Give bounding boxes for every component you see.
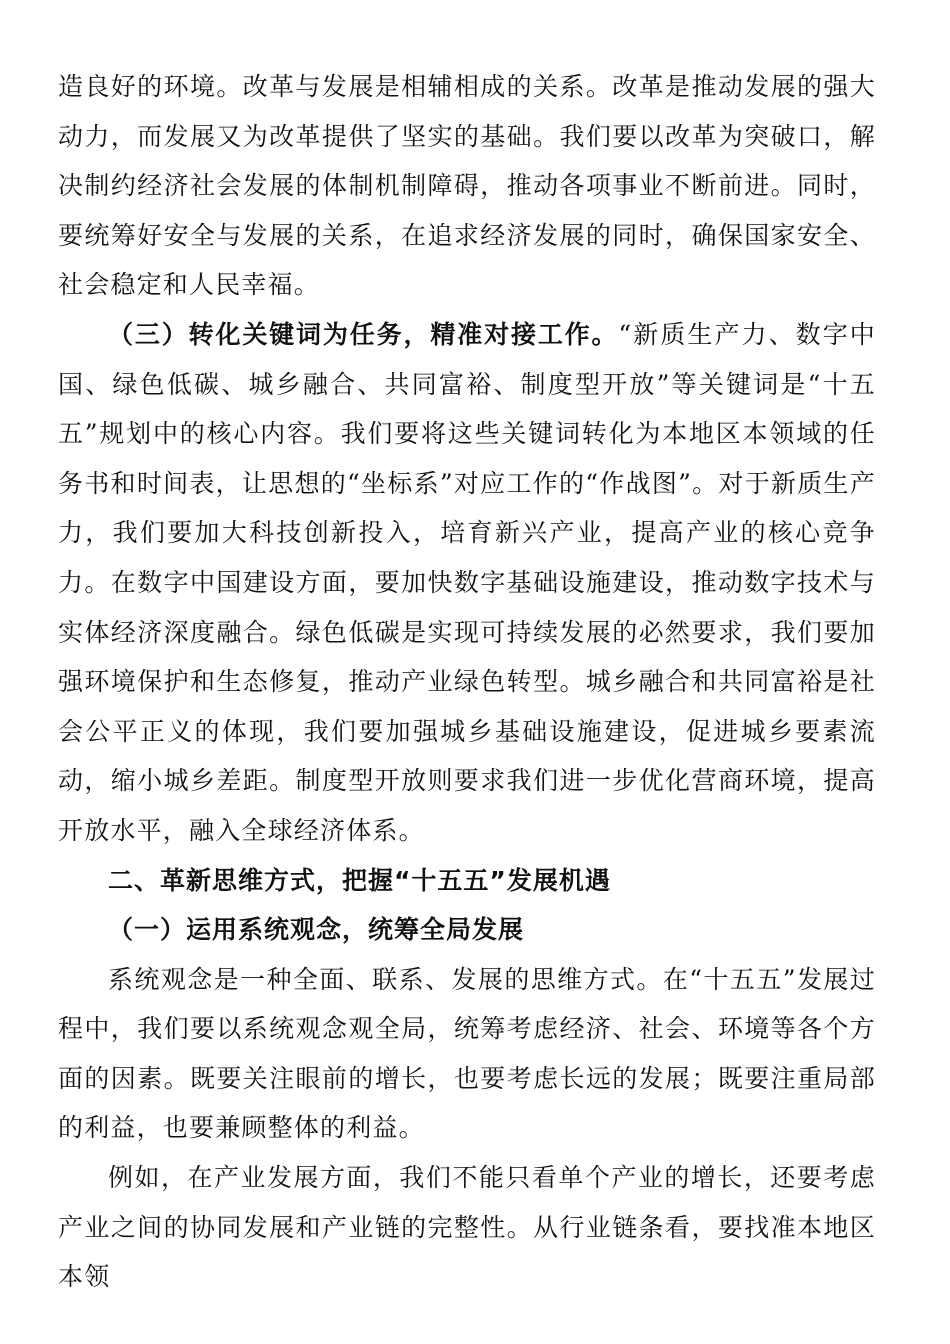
section-three-lead: （三）转化关键词为任务，精准对接工作。 [108,319,619,349]
subheading-one: （一）运用系统观念，统筹全局发展 [108,915,525,945]
document-page [58,62,876,1302]
section-three-body: “新质生产力、数字中国、绿色低碳、城乡融合、共同富裕、制度型开放”等关键词是“十五五”规划中的核心内容。我们要将这些关键词转化为本地区本领域的任务书和时间表，让思想的“坐标系”对应工作的“作战图”。对于新质生产力，我们要加大科技创新投入，培育新兴产业，提高产业的核心竞争力。在数字中国建设方面，要加快数字基础设施建设，推动数字技术与实体经济深度融合。绿色低碳是实现可持续发展的必然要求，我们要加强环境保护和生态修复，推动产业绿色转型。城乡融合和共同富裕是社会公平正义的体现，我们要加强城乡基础设施建设，促进城乡要素流动，缩小城乡差距。制度型开放则要求我们进一步优化营商环境，提高开放水平，融入全球经济体系。 [58,319,876,845]
heading-level-one: 二、革新思维方式，把握“十五五”发展机遇 [108,865,611,895]
paragraph-continuation: 造良好的环境。改革与发展是相辅相成的关系。改革是推动发展的强大动力，而发展又为改革提供了坚实的基础。我们要以改革为突破口，解决制约经济社会发展的体制机制障碍，推动各项事业不断前进。同时，要统筹好安全与发展的关系，在追求经济发展的同时，确保国家安全、社会稳定和人民幸福。 [58,72,876,300]
paragraph-system-view: 系统观念是一种全面、联系、发展的思维方式。在“十五五”发展过程中，我们要以系统观念观全局，统筹考虑经济、社会、环境等各个方面的因素。既要关注眼前的增长，也要考虑长远的发展；既要注重局部的利益，也要兼顾整体的利益。 [58,964,876,1143]
paragraph-section-three [58,310,876,856]
paragraph-example: 例如，在产业发展方面，我们不能只看单个产业的增长，还要考虑产业之间的协同发展和产业链的完整性。从行业链条看，要找准本地区本领 [58,1163,876,1292]
